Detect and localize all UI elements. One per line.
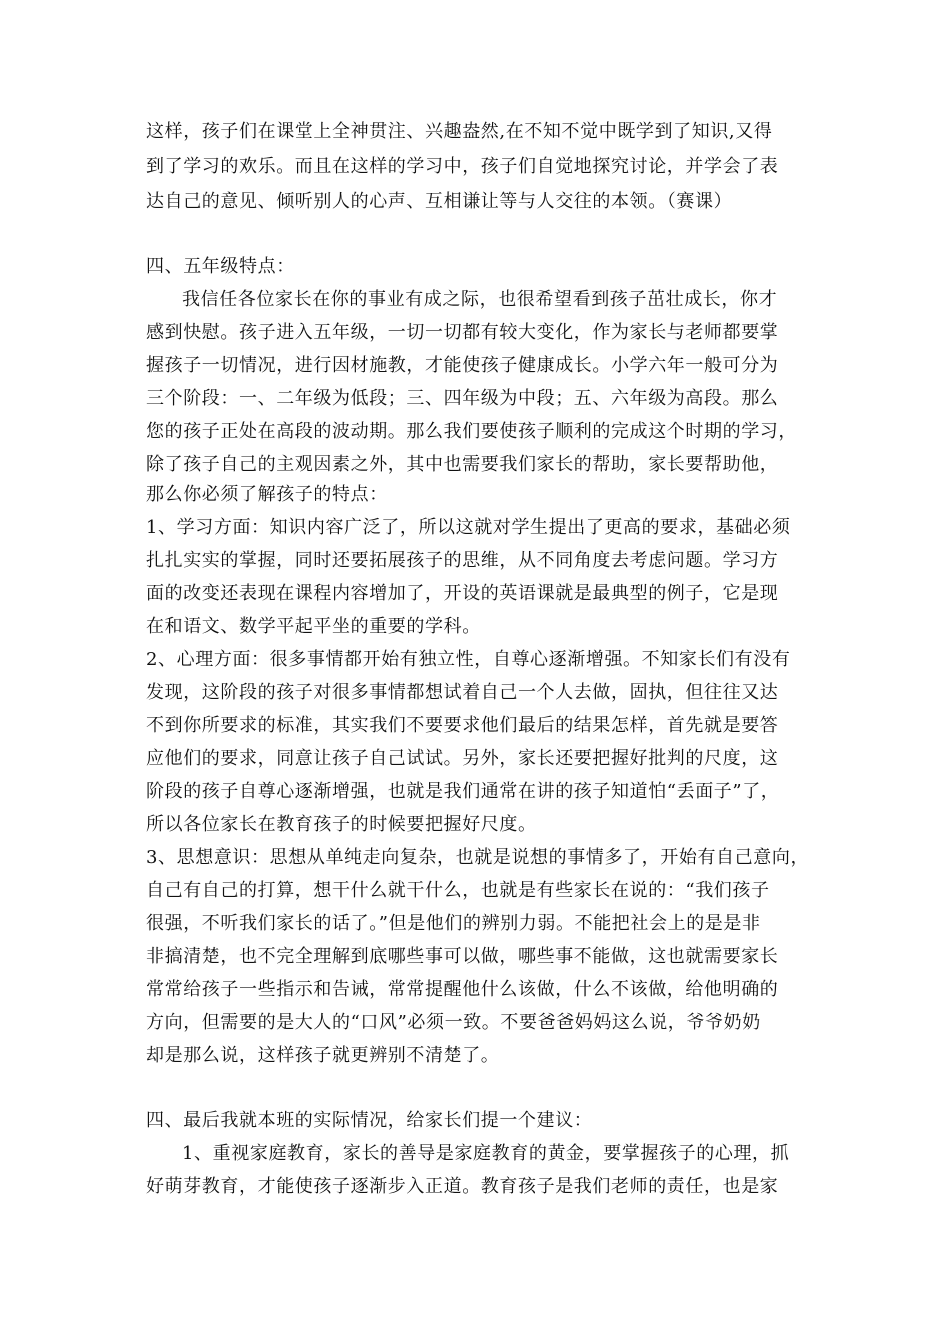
- list-item-line: 3、思想意识：思想从单纯走向复杂，也就是说想的事情多了，开始有自己意向，: [146, 847, 810, 868]
- paragraph-line: 到了学习的欢乐。而且在这样的学习中，孩子们自觉地探究讨论，并学会了表: [146, 156, 779, 177]
- paragraph-line: 所以各位家长在教育孩子的时候要把握好尺度。: [146, 814, 537, 835]
- paragraph-line: 阶段的孩子自尊心逐渐增强，也就是我们通常在讲的孩子知道怕“丢面子”了，: [146, 781, 780, 802]
- paragraph-line: 发现，这阶段的孩子对很多事情都想试着自己一个人去做，固执，但往往又达: [146, 682, 779, 703]
- paragraph-line: 扎扎实实的掌握，同时还要拓展孩子的思维，从不同角度去考虑问题。学习方: [146, 550, 779, 571]
- paragraph-line: 三个阶段：一、二年级为低段；三、四年级为中段；五、六年级为高段。那么: [146, 388, 779, 409]
- paragraph-line: 自己有自己的打算，想干什么就干什么，也就是有些家长在说的：“我们孩子: [146, 880, 770, 901]
- list-item-line: 2、心理方面：很多事情都开始有独立性，自尊心逐渐增强。不知家长们有没有: [146, 649, 791, 670]
- paragraph-line: 达自己的意见、倾听别人的心声、互相谦让等与人交往的本领。（赛课）: [146, 191, 733, 212]
- paragraph-line: 方向，但需要的是大人的“口风”必须一致。不要爸爸妈妈这么说，爷爷奶奶: [146, 1012, 761, 1033]
- paragraph-line: 应他们的要求，同意让孩子自己试试。另外，家长还要把握好批判的尺度，这: [146, 748, 779, 769]
- paragraph-line: 好萌芽教育，才能使孩子逐渐步入正道。教育孩子是我们老师的责任，也是家: [146, 1176, 779, 1197]
- paragraph-line: 1、重视家庭教育，家长的善导是家庭教育的黄金，要掌握孩子的心理，抓: [182, 1143, 790, 1164]
- paragraph-line: 常常给孩子一些指示和告诫，常常提醒他什么该做，什么不该做，给他明确的: [146, 979, 779, 1000]
- paragraph-line: 却是那么说，这样孩子就更辨别不清楚了。: [146, 1045, 500, 1066]
- paragraph-line: 除了孩子自己的主观因素之外，其中也需要我们家长的帮助，家长要帮助他，: [146, 454, 779, 475]
- paragraph-line: 面的改变还表现在课程内容增加了，开设的英语课就是最典型的例子，它是现: [146, 583, 779, 604]
- paragraph-line: 感到快慰。孩子进入五年级，一切一切都有较大变化，作为家长与老师都要掌: [146, 322, 779, 343]
- list-item-line: 1、学习方面：知识内容广泛了，所以这就对学生提出了更高的要求，基础必须: [146, 517, 791, 538]
- paragraph-line: 不到你所要求的标准，其实我们不要要求他们最后的结果怎样，首先就是要答: [146, 715, 779, 736]
- paragraph-line: 您的孩子正处在高段的波动期。那么我们要使孩子顺利的完成这个时期的学习，: [146, 421, 797, 442]
- paragraph-line: 非搞清楚，也不完全理解到底哪些事可以做，哪些事不能做，这也就需要家长: [146, 946, 779, 967]
- paragraph-line: 那么你必须了解孩子的特点：: [146, 484, 388, 505]
- paragraph-line: 握孩子一切情况，进行因材施教，才能使孩子健康成长。小学六年一般可分为: [146, 355, 779, 376]
- section-heading: 四、五年级特点：: [146, 256, 295, 277]
- paragraph-line: 这样，孩子们在课堂上全神贯注、兴趣盎然,在不知不觉中既学到了知识,又得: [146, 121, 773, 142]
- paragraph-line: 很强，不听我们家长的话了。”但是他们的辨别力弱。不能把社会上的是是非: [146, 913, 761, 934]
- paragraph-line: 我信任各位家长在你的事业有成之际，也很希望看到孩子茁壮成长，你才: [182, 289, 778, 310]
- section-heading: 四、最后我就本班的实际情况，给家长们提一个建议：: [146, 1110, 593, 1131]
- paragraph-line: 在和语文、数学平起平坐的重要的学科。: [146, 616, 481, 637]
